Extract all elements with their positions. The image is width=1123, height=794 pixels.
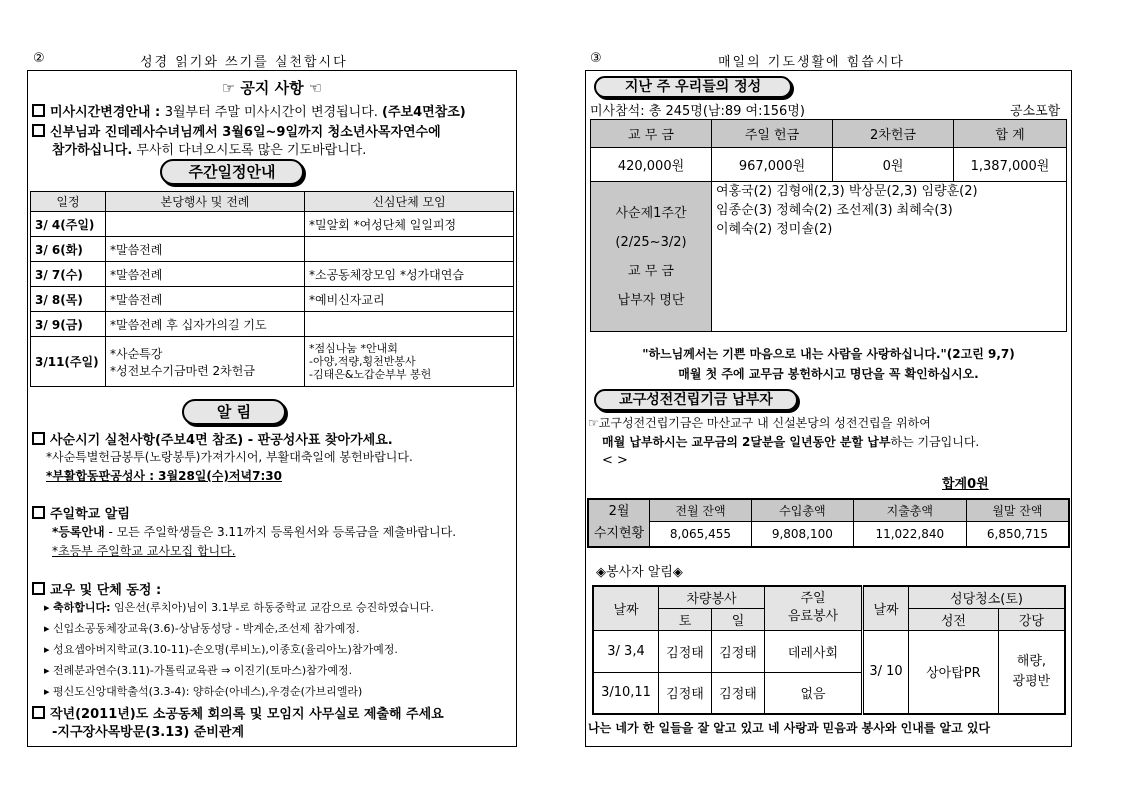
schedule-group-line: *점심나눔 *안내회 [309,342,398,355]
service-title: ◈봉사자 알림◈ [596,565,683,580]
schedule-group: *예비신자교리 [305,287,514,312]
schedule-group [305,337,514,387]
news-section-4-line-2: -지구장사목방문(3.13) 준비관계 [52,725,245,740]
offering-header: 합 계 [954,120,1067,148]
news-section-3-line: ▸ 전례분과연수(3.11)-가톨릭교육관 ⇒ 이진기(토마스)참가예정. [44,664,353,677]
finance-header: 월말 잔액 [966,499,1069,521]
news-section-3-line: ▸ 축하합니다: 임은선(루치아)님이 3.1부로 하동중학교 교감으로 승진하였습니다. [44,601,434,614]
service-header-drink-line: 주일 [800,591,826,607]
offering-header: 2차헌금 [833,120,954,148]
service-date: 3/10,11 [593,672,659,714]
schedule-event-line: *사순특강 [110,346,163,361]
page-title-right: 매일의 기도생활에 힘씁시다 [718,55,905,70]
news-section-2-line-2: *초등부 주일학교 교사모집 합니다. [52,544,236,558]
checkbox-square-icon [32,706,45,719]
schedule-date: 3/11(주일) [31,337,106,387]
service-header-drink [765,586,863,630]
service-header-hall: 강당 [998,608,1065,630]
offering-title: 지난 주 우리들의 정성 [594,76,792,98]
week-label: 교 무 금 [628,263,674,279]
fund-title: 교구성전건립기금 납부자 [594,389,798,411]
page-title-left: 성경 읽기와 쓰기를 실천합시다 [140,55,348,70]
service-header-sat: 토 [659,608,712,630]
service-header-sun: 일 [712,608,765,630]
service-header-car: 차량봉사 [659,586,765,608]
offering-header: 교 무 금 [591,120,712,148]
offering-value: 420,000원 [591,148,712,182]
notice-item-1: 미사시간변경안내 : 3월부터 주말 미사시간이 변경됩니다. (주보4면참조) [32,101,466,120]
news-section-3-title: 교우 및 단체 동정 : [32,579,161,598]
service-drink: 없음 [765,672,863,714]
payer-names-line: 임종순(3) 정혜숙(2) 조선제(3) 최혜숙(3) [716,203,953,218]
service-header-sanctuary: 성전 [909,608,999,630]
schedule-group [305,237,514,262]
schedule-date: 3/ 4(주일) [31,212,106,237]
finance-value: 8,065,455 [650,521,752,547]
notice-item-2: 신부님과 진데레사수녀님께서 3월6일~9일까지 청소년사목자연수에 [32,121,441,140]
news-section-1-title: 사순시기 실천사항(주보4면 참조) - 판공성사표 찾아가세요. [32,429,393,448]
schedule-header-date: 일정 [31,192,106,212]
footer-verse: 나는 네가 한 일들을 잘 알고 있고 네 사랑과 믿음과 봉사와 인내를 알고 있다 [588,721,991,735]
finance-header: 전월 잔액 [650,499,752,521]
left-panel [27,70,517,747]
payer-names-cell [712,182,1067,332]
schedule-header-event: 본당행사 및 전례 [106,192,305,212]
bullet-icon: ▸ [44,643,54,656]
news-section-1-line-1: *사순특별헌금봉투(노랑봉투)가져가시어, 부활대축일에 봉헌바랍니다. [46,450,413,464]
schedule-group: *밀알회 *여성단체 일일피정 [305,212,514,237]
schedule-row [31,237,514,262]
checkbox-square-icon [32,506,45,519]
service-header-date: 날짜 [593,586,659,630]
news-section-2-line-1: *등록안내 - 모든 주일학생들은 3.11까지 등록원서와 등록금을 제출바랍니다. [52,525,457,539]
news-section-4-line-1: 작년(2011년)도 소공동체 회의록 및 모임지 사무실로 제출해 주세요 [32,703,444,722]
offering-value: 1,387,000원 [954,148,1067,182]
schedule-event: *말씀전례 [106,262,305,287]
news-section-3-line: ▸ 성요셉아버지학교(3.10-11)-손오명(루비노),이종호(율리아노)참가예정. [44,643,398,656]
finance-label-cell [588,499,650,547]
service-header-clean: 성당청소(토) [909,586,1066,608]
right-panel [585,70,1072,747]
finance-header: 수입총액 [751,499,853,521]
schedule-row [31,337,514,387]
week-label: (2/25~3/2) [615,234,687,250]
fund-line-2: 매월 납부하시는 교무금의 2달분을 일년동안 분할 납부하는 기금입니다. [602,435,980,449]
schedule-event: *말씀전례 [106,287,305,312]
service-table [592,585,1066,715]
schedule-date: 3/ 6(화) [31,237,106,262]
finance-value: 11,022,840 [853,521,966,547]
offering-reminder: 매월 첫 주에 교무금 봉헌하시고 명단을 꼭 확인하십시오. [678,367,979,381]
clean-hall-line: 광평반 [1012,673,1051,689]
schedule-header-group: 신심단체 모임 [305,192,514,212]
checkbox-square-icon [32,124,45,137]
clean-sanctuary: 상아탑PR [909,630,999,714]
schedule-row [31,287,514,312]
offering-value: 967,000원 [712,148,833,182]
offering-header: 주일 헌금 [712,120,833,148]
payer-names-line: 이혜숙(2) 정미솔(2) [716,222,833,237]
bullet-icon: ▸ [44,622,54,635]
clean-hall [998,630,1065,714]
schedule-event [106,212,305,237]
schedule-row [31,312,514,337]
schedule-group [305,312,514,337]
checkbox-square-icon [32,582,45,595]
service-row [593,630,1065,672]
schedule-table [30,191,514,387]
news-title: 알 림 [182,399,286,425]
clean-hall-line: 해량, [1016,653,1047,669]
service-drink: 데레사회 [765,630,863,672]
bullet-icon: ▸ [44,685,54,698]
schedule-date: 3/ 8(목) [31,287,106,312]
news-section-1-line-2: *부활합동판공성사 : 3월28일(수)저녁7:30 [46,469,282,483]
schedule-group: *소공동체장모임 *성가대연습 [305,262,514,287]
schedule-event-line: *성전보수기금마련 2차헌금 [110,363,255,378]
attendance-note: 공소포함 [1010,104,1061,119]
service-sat: 김정태 [659,672,712,714]
offering-quote: "하느님께서는 기쁜 마음으로 내는 사람을 사랑하십니다."(2고린 9,7) [642,347,1015,361]
checkbox-square-icon [32,104,45,117]
schedule-event: *말씀전례 [106,237,305,262]
service-date: 3/ 3,4 [593,630,659,672]
offering-value: 0원 [833,148,954,182]
schedule-event: *말씀전례 후 십자가의길 기도 [106,312,305,337]
schedule-event [106,337,305,387]
service-sat: 김정태 [659,630,712,672]
page-number-right: ③ [590,51,602,66]
finance-label: 2월 [608,504,630,519]
week-label: 사순제1주간 [615,205,687,221]
schedule-date: 3/ 7(수) [31,262,106,287]
schedule-row [31,262,514,287]
checkbox-square-icon [32,432,45,445]
news-section-3-line: ▸ 신입소공동체장교육(3.6)-상남동성당 - 박계순,조선제 참가예정. [44,622,360,635]
bullet-icon: ▸ [44,601,54,614]
schedule-row [31,212,514,237]
service-header-date-2: 날짜 [863,586,909,630]
notice-title: ☞ 공지 사항 ☜ [221,79,323,97]
fund-line-3: < > [602,453,628,468]
finance-table [587,498,1070,548]
news-section-2-title: 주일학교 알림 [32,503,130,522]
news-section-3-line: ▸ 평신도신앙대학출석(3.3-4): 양하순(아네스),우경순(가브리엘라) [44,685,363,698]
offering-table [590,119,1067,332]
finance-label: 수지현황 [593,526,645,541]
schedule-group-line: -아양,적량,횡천반봉사 [309,355,416,368]
bullet-icon: ▸ [44,664,54,677]
service-sun: 김정태 [712,630,765,672]
finance-value: 6,850,715 [966,521,1069,547]
fund-line-1: ☞교구성전건립기금은 마산교구 내 신설본당의 성전건립을 위하여 [588,416,931,430]
week-label: 납부자 명단 [617,292,685,308]
week-label-cell [591,182,712,332]
schedule-group-line: -김태은&노갑순부부 봉헌 [309,368,432,381]
clean-date: 3/ 10 [863,630,909,714]
schedule-date: 3/ 9(금) [31,312,106,337]
finance-value: 9,808,100 [751,521,853,547]
fund-total: 합계0원 [942,477,989,492]
notice-item-2-cont: 참가하십니다. 무사히 다녀오시도록 많은 기도바랍니다. [52,143,367,158]
page-number-left: ② [33,51,45,66]
service-header-drink-line: 음료봉사 [787,609,839,625]
payer-names-line: 여홍국(2) 김형애(2,3) 박상문(2,3) 임량훈(2) [716,184,978,199]
finance-header: 지출총액 [853,499,966,521]
schedule-title: 주간일정안내 [160,159,304,185]
attendance-line: 미사참석: 총 245명(남:89 여:156명) [590,104,805,119]
service-sun: 김정태 [712,672,765,714]
